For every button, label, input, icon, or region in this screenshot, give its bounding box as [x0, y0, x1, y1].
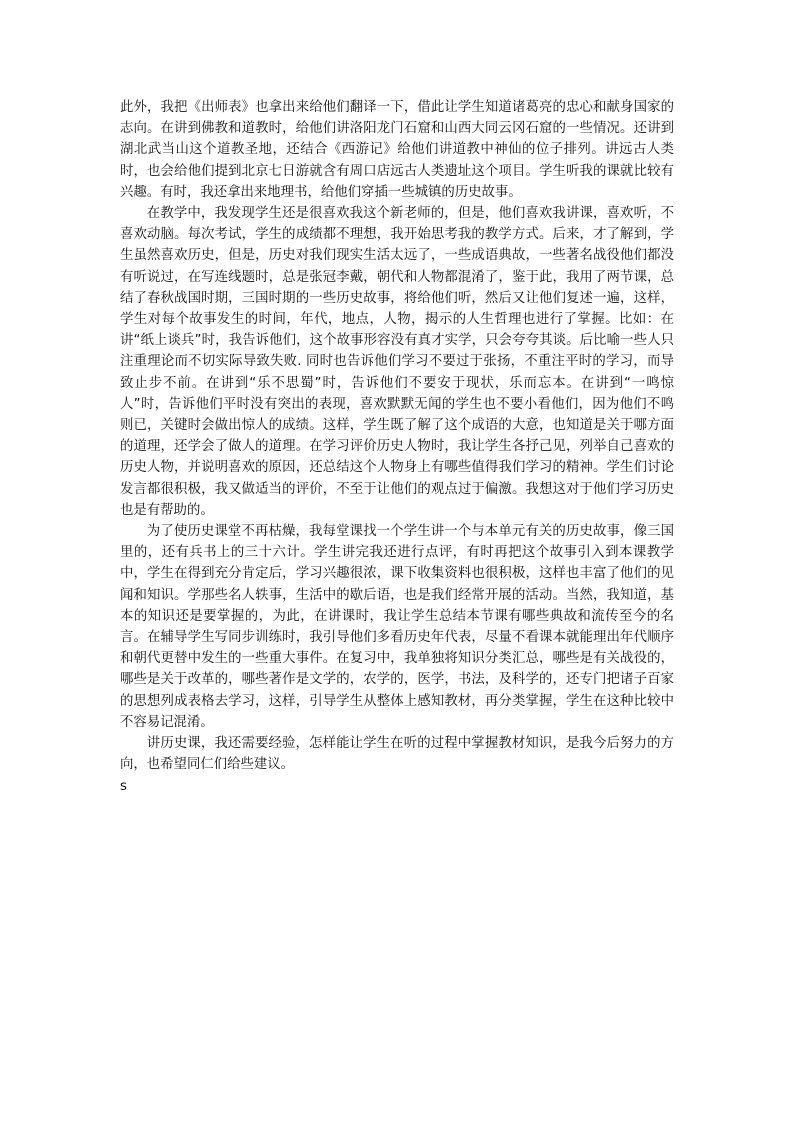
document-body: [120, 97, 674, 797]
stray-character: s: [120, 778, 127, 794]
paragraph-3: 为了使历史课堂不再枯燥，我每堂课找一个学生讲一个与本单元有关的历史故事，像三国里的，还有兵书上的三十六计。学生讲完我还进行点评，有时再把这个故事引入到本课教学中，学生在得到充分肯定后，学习兴趣很浓，课下收集资料也很积极，这样也丰富了他们的见闻和知识。学那些名人轶事，生活中的歇后语，也是我们经常开展的活动。当然，我知道，基本的知识还是要掌握的，为此，在讲课时，我让学生总结本节课有哪些典故和流传至今的名言。在辅导学生写同步训练时，我引导他们多看历史年代表，尽量不看课本就能理出年代顺序和朝代更替中发生的一些重大事件。在复习中，我单独将知识分类汇总，哪些是有关战役的，哪些是关于改革的，哪些著作是文学的，农学的，医学，书法，及科学的，还专门把诸子百家的思想列成表格去学习，这样，引导学生从整体上感知教材，再分类掌握，学生在这种比较中不容易记混淆。: [120, 524, 674, 730]
paragraph-2: 在教学中，我发现学生还是很喜欢我这个新老师的，但是，他们喜欢我讲课，喜欢听，不喜欢动脑。每次考试，学生的成绩都不理想，我开始思考我的教学方式。后来，才了解到，学生虽然喜欢历史，但是，历史对我们现实生活太远了，一些成语典故，一些著名战役他们都没有听说过，在写连线题时，总是张冠李戴，朝代和人物都混淆了，鉴于此，我用了两节课，总结了春秋战国时期，三国时期的一些历史故事，将给他们听，然后又让他们复述一遍，这样，学生对每个故事发生的时间，年代，地点，人物，揭示的人生哲理也进行了掌握。比如：在讲“纸上谈兵”时，我告诉他们，这个故事形容没有真才实学，只会夸夸其谈。后比喻一些人只注重理论而不切实际导致失败. 同时也告诉他们学习不要过于张扬，不重注平时的学习，而导致止步不前。在讲到“乐不思蜀”时，告诉他们不要安于现状，乐而忘本。在讲到“一鸣惊人”时，告诉他们平时没有突出的表现，喜欢默默无闻的学生也不要小看他们，因为他们不鸣则已，关键时会做出惊人的成绩。这样，学生既了解了这个成语的大意，也知道是关于哪方面的道理，还学会了做人的道理。在学习评价历史人物时，我让学生各抒己见，列举自己喜欢的历史人物，并说明喜欢的原因，还总结这个人物身上有哪些值得我们学习的精神。学生们讨论发言都很积极，我又做适当的评价，不至于让他们的观点过于偏激。我想这对于他们学习历史也是有帮助的。: [120, 206, 674, 518]
paragraph-1: 此外，我把《出师表》也拿出来给他们翻译一下，借此让学生知道诸葛亮的忠心和献身国家的志向。在讲到佛教和道教时，给他们讲洛阳龙门石窟和山西大同云冈石窟的一些情况。还讲到湖北武当山这个道教圣地，还结合《西游记》给他们讲道教中神仙的位子排列。讲远古人类时，也会给他们提到北京七日游就含有周口店远古人类遗址这个项目。学生听我的课就比较有兴趣。有时，我还拿出来地理书，给他们穿插一些城镇的历史故事。: [120, 100, 674, 200]
paragraph-4: 讲历史课，我还需要经验，怎样能让学生在听的过程中掌握教材知识，是我今后努力的方向，也希望同仁们给些建议。: [120, 736, 674, 773]
